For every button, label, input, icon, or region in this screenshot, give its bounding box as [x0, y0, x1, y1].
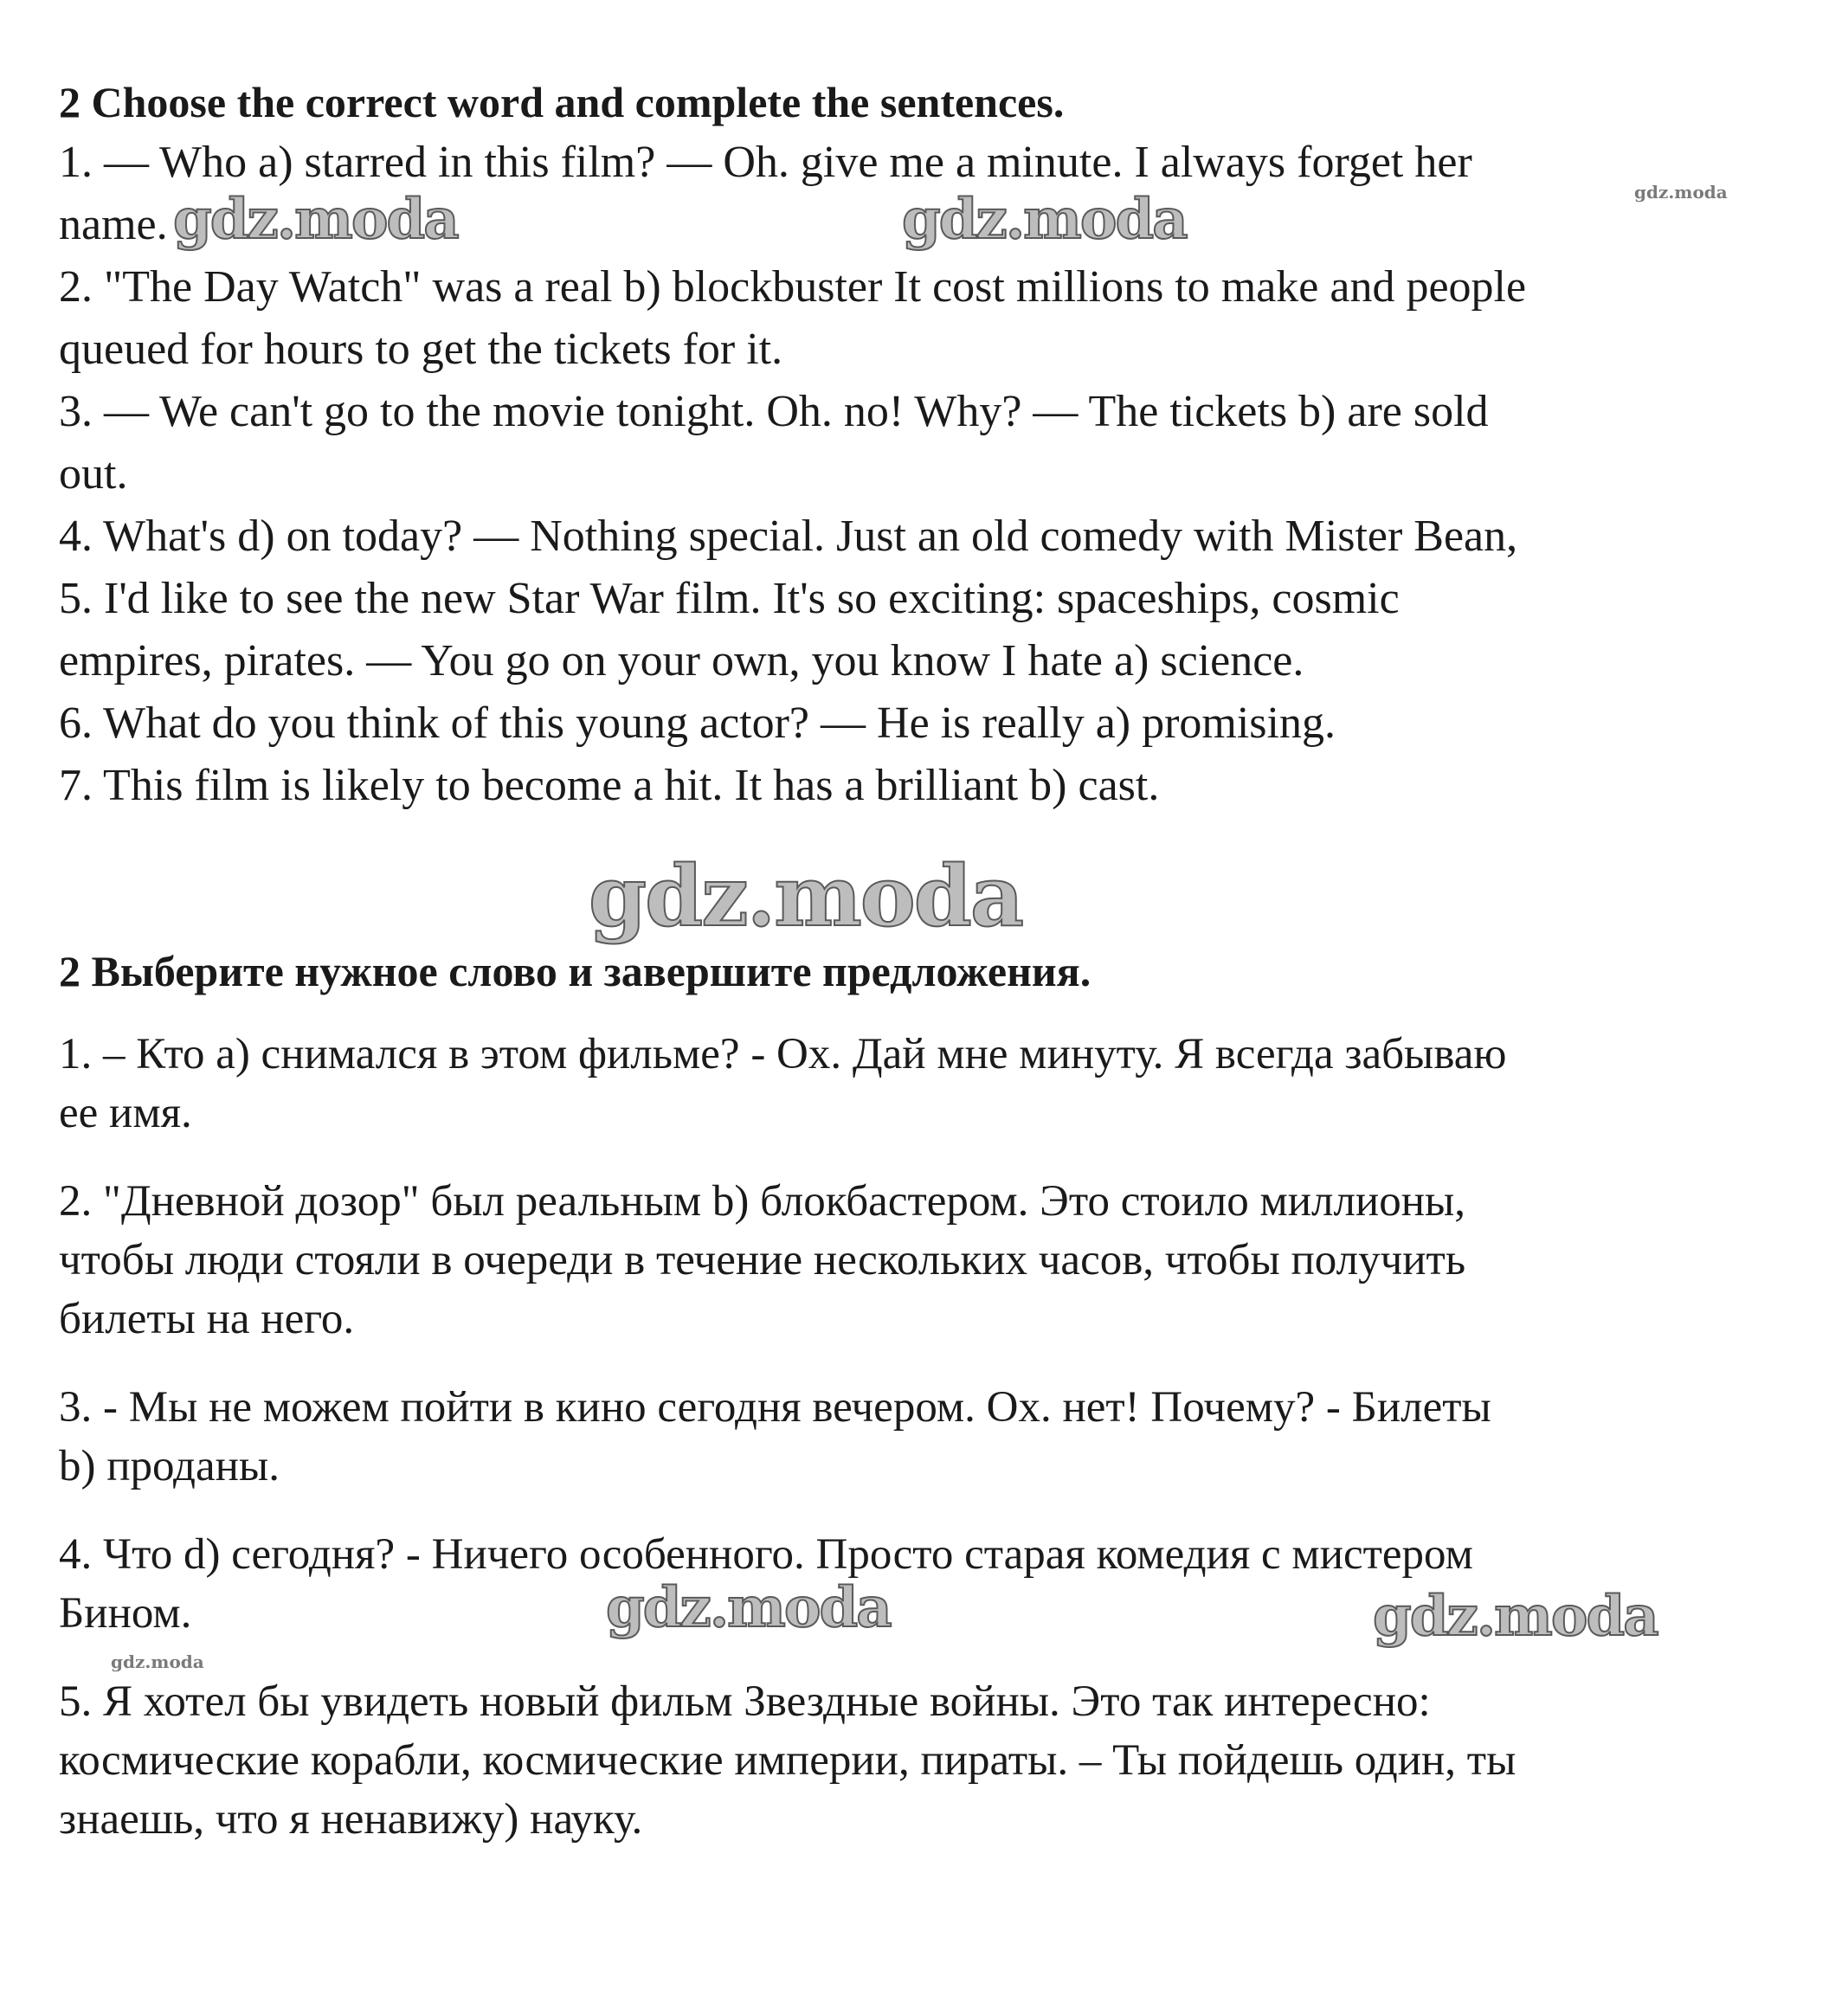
- russian-line: 5. Я хотел бы увидеть новый фильм Звездные войны. Это так интересно:: [59, 1677, 1431, 1726]
- english-line: out.: [59, 449, 128, 499]
- russian-line: 3. - Мы не можем пойти в кино сегодня вечером. Ох. нет! Почему? - Билеты: [59, 1383, 1491, 1432]
- russian-line: b) проданы.: [59, 1442, 280, 1490]
- russian-heading: 2 Выберите нужное слово и завершите предложения.: [59, 947, 1091, 995]
- english-line: 4. What's d) on today? — Nothing special. Just an old comedy with Mister Bean,: [59, 512, 1518, 561]
- english-line: name.: [59, 200, 168, 249]
- english-line: 3. — We can't go to the movie tonight. Oh. no! Why? — The tickets b) are sold: [59, 387, 1489, 436]
- russian-line: знаешь, что я ненавижу) науку.: [59, 1795, 643, 1844]
- english-line: 1. — Who a) starred in this film? — Oh. give me a minute. I always forget her: [59, 138, 1472, 187]
- watermark-logo: gdz.moda: [589, 847, 1023, 945]
- english-line: 6. What do you think of this young actor? — He is really a) promising.: [59, 698, 1336, 748]
- russian-line: 4. Что d) сегодня? - Ничего особенного. Просто старая комедия с мистером: [59, 1530, 1473, 1579]
- russian-line: чтобы люди стояли в очереди в течение нескольких часов, чтобы получить: [59, 1236, 1466, 1284]
- russian-line: ее имя.: [59, 1089, 192, 1137]
- watermark-logo: gdz.moda: [902, 187, 1187, 252]
- watermark-logo: gdz.moda: [606, 1575, 891, 1640]
- english-line: 7. This film is likely to become a hit. It has a brilliant b) cast.: [59, 761, 1160, 810]
- english-line: empires, pirates. — You go on your own, you know I hate a) science.: [59, 636, 1304, 686]
- english-line: 5. I'd like to see the new Star War film. It's so exciting: spaceships, cosmic: [59, 574, 1400, 623]
- english-heading: 2 Choose the correct word and complete the sentences.: [59, 78, 1065, 126]
- russian-line: Бином.: [59, 1589, 192, 1638]
- watermark-logo: gdz.moda: [173, 187, 458, 252]
- watermark-small: gdz.moda: [1634, 182, 1728, 203]
- watermark-logo: gdz.moda: [1373, 1584, 1658, 1649]
- english-line: 2. "The Day Watch" was a real b) blockbuster It cost millions to make and people: [59, 262, 1527, 312]
- watermark-small: gdz.moda: [111, 1651, 204, 1672]
- russian-line: космические корабли, космические империи, пираты. – Ты пойдешь один, ты: [59, 1736, 1516, 1785]
- russian-line: билеты на него.: [59, 1295, 355, 1343]
- russian-line: 2. "Дневной дозор" был реальным b) блокбастером. Это стоило миллионы,: [59, 1177, 1466, 1226]
- russian-line: 1. – Кто а) снимался в этом фильме? - Ох. Дай мне минуту. Я всегда забываю: [59, 1030, 1507, 1078]
- english-line: queued for hours to get the tickets for it.: [59, 325, 783, 374]
